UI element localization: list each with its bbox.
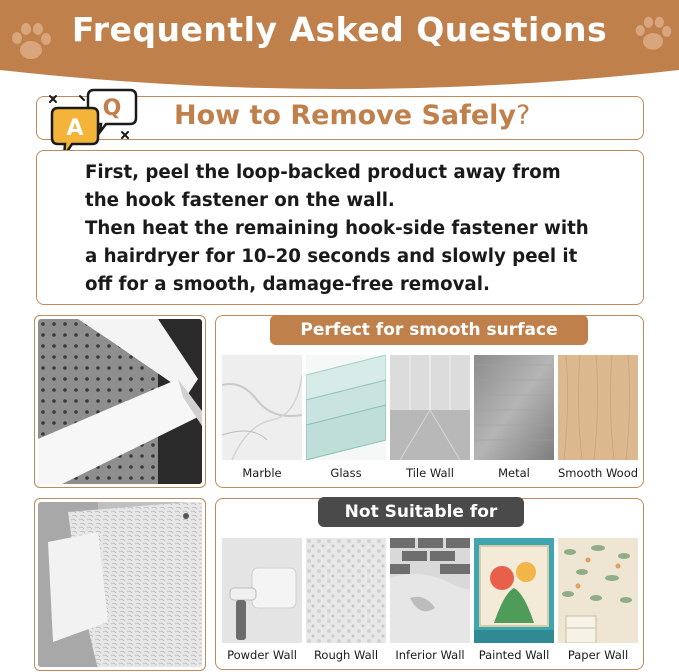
surface-tile-glass [306,355,386,460]
surface-tile-marble [222,355,302,460]
question-text: How to Remove Safely [174,100,517,131]
question-title [174,100,530,131]
surface-label: Glass [330,466,362,480]
page-title: Frequently Asked Questions [71,10,608,49]
answer-line: off for a smooth, damage-free removal. [85,274,490,295]
surface-label: Paper Wall [567,648,629,662]
surface-label: Tile Wall [406,466,454,480]
product-photo-strips-image [38,319,202,484]
product-photo-velcro-image [38,502,202,667]
surface-label: Rough Wall [313,648,379,662]
surface-tile-inferior-wall [390,538,470,643]
surface-tile-paper-wall [558,538,638,643]
answer-text [85,159,635,299]
surface-tile-powder-wall [222,538,302,643]
surface-label: Smooth Wood [557,466,639,480]
svg-text:Q: Q [102,96,122,121]
surface-label: Marble [242,466,282,480]
surface-tile-rough-wall [306,538,386,643]
answer-line: Then heat the remaining hook-side fastener with [85,218,589,239]
answer-line: a hairdryer for 10–20 seconds and slowly peel it [85,246,578,267]
surface-tile-metal [474,355,554,460]
surface-tile-smooth-wood [558,355,638,460]
surface-label: Inferior Wall [395,648,465,662]
product-photo-strips [34,315,206,488]
surface-label: Painted Wall [478,648,550,662]
question-mark: ? [516,100,531,131]
surface-label: Metal [498,466,530,480]
surface-tile-painted-wall [474,538,554,643]
product-photo-velcro [34,498,206,671]
suitable-heading: Perfect for smooth surface [270,315,588,345]
svg-text:A: A [66,116,84,141]
answer-line: the hook fastener on the wall. [85,190,395,211]
unsuitable-heading: Not Suitable for [318,497,524,527]
surface-label: Powder Wall [227,648,297,662]
answer-line: First, peel the loop-backed product away from [85,162,561,183]
surface-tile-tile-wall [390,355,470,460]
